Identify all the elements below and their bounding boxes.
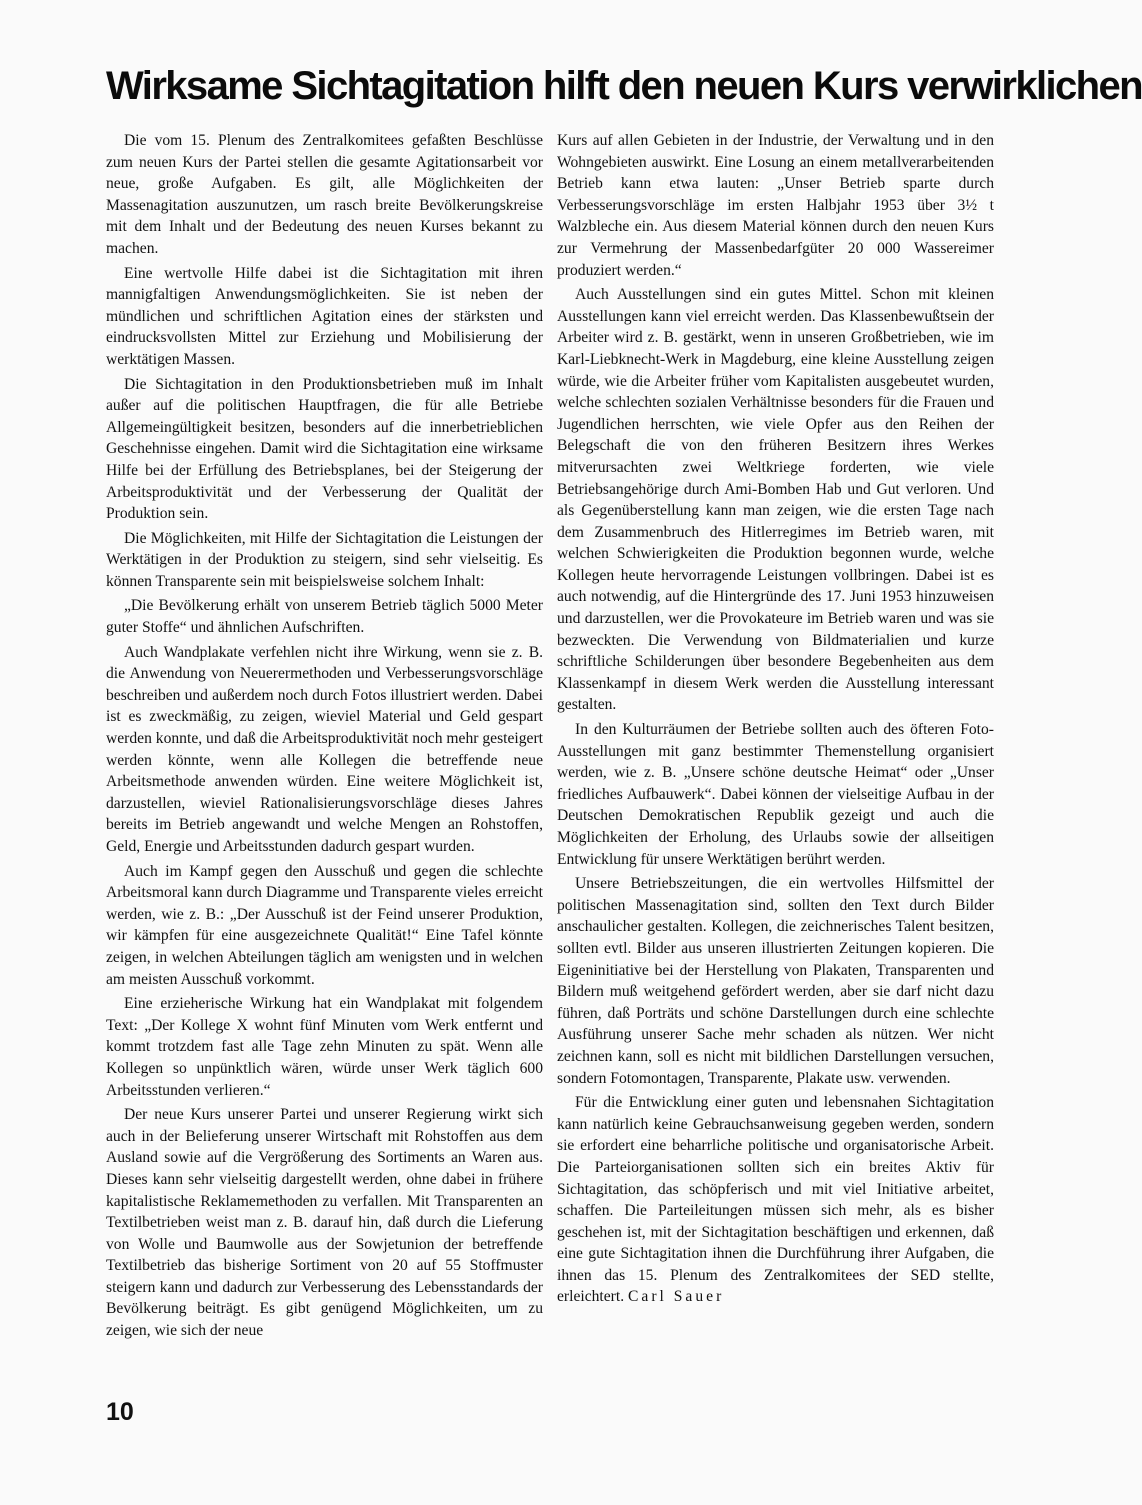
quoted-slogan: „Die Bevölkerung erhält von unserem Betrieb täglich 5000 Meter guter Stoffe“ und ähnlichen Aufschriften. — [106, 597, 543, 637]
paragraph: In den Kulturräumen der Betriebe sollten auch des öfteren Foto-Ausstellungen mit ganz bestimmter Themenstellung organisiert werden, wie z. B. „Unsere schöne deutsche Heimat“ oder „Unser friedliches Aufbauwerk“. Dabei können der vielseitige Aufbau in der Deutschen Demokratischen Republik gezeigt und auch die Möglichkeiten der Erholung, des Urlaubs sowie der allseitigen Entwicklung für unsere Werktätigen berührt werden. — [557, 721, 994, 868]
closing-paragraph — [557, 1092, 994, 1308]
paragraph: Eine erzieherische Wirkung hat ein Wandplakat mit folgendem Text: „Der Kollege X wohnt fünf Minuten vom Werk entfernt und kommt trotzdem fast alle Tage zehn Minuten zu spät. Wenn alle Kollegen so unpünktlich wären, würde unser Werk täglich 600 Arbeitsstunden verlieren.“ — [106, 995, 543, 1099]
left-column — [106, 130, 543, 1365]
page-number: 10 — [106, 1398, 134, 1426]
paragraph: Auch im Kampf gegen den Ausschuß und gegen die schlechte Arbeitsmoral kann durch Diagramme und Transparente vieles erreicht werden, wie z. B.: „Der Ausschuß ist der Feind unserer Produktion, wir kämpfen für eine ausgezeichnete Qualität!“ Eine Tafel könnte zeigen, in welchen Abteilungen täglich am wenigsten und in welchen am meisten Ausschuß vorkommt. — [106, 862, 543, 988]
paragraph: Der neue Kurs unserer Partei und unserer Regierung wirkt sich auch in der Belieferung unserer Wirtschaft mit Rohstoffen aus dem Ausland sowie auf die Vergrößerung des Sortiments an Waren aus. Dieses kann sehr vielseitig dargestellt werden, ohne dabei in frühere kapitalistische Reklamemethoden zu verfallen. Mit Transparenten an Textilbetrieben weist man z. B. darauf hin, daß durch die Lieferung von Wolle und Baumwolle aus der Sowjetunion der betreffende Textilbetrieb das bisherige Sortiment von 20 auf 55 Stoffmuster steigern kann und dadurch zur Verbesserung des Lebensstandards der Bevölkerung beiträgt. Es gibt genügend Möglichkeiten, um zu zeigen, wie sich der neue — [106, 1106, 543, 1340]
paragraph-continued: Kurs auf allen Gebieten in der Industrie, der Verwaltung und in den Wohngebieten auswirkt. Eine Losung an einem metallverarbeitenden Betrieb kann etwa lauten: „Unser Betrieb sparte durch Verbesserungsvorschläge im ersten Halbjahr 1953 über 3½ t Walzbleche ein. Aus diesem Material können durch den neuen Kurs zur Vermehrung der Massenbedarfgüter 20 000 Wassereimer produziert werden.“ — [557, 132, 994, 279]
paragraph: Auch Wandplakate verfehlen nicht ihre Wirkung, wenn sie z. B. die Anwendung von Neuerermethoden und Verbesserungsvorschläge beschreiben und außerdem noch durch Fotos illustriert werden. Dabei ist es zweckmäßig, zu zeigen, wieviel Material und Geld gespart werden konnte, und daß die Arbeitsproduktivität noch mehr gesteigert werden könnte, wenn alle Kollegen die betreffende neue Arbeitsmethode anwenden würden. Eine weitere Möglichkeit ist, darzustellen, wieviel Rationalisierungsvorschläge dieses Jahres bereits im Betrieb angewandt und welche Mengen an Rohstoffen, Geld, Energie und Arbeitsstunden dadurch gespart wurden. — [106, 643, 543, 855]
right-column — [557, 130, 994, 1365]
paragraph: Die Sichtagitation in den Produktionsbetrieben muß im Inhalt außer auf die politischen Hauptfragen, die für alle Betriebe Allgemeingültigkeit besitzen, besonders auf die innerbetrieblichen Geschehnisse eingehen. Damit wird die Sichtagitation eine wirksame Hilfe bei der Erfüllung des Betriebsplanes, bei der Steigerung der Arbeitsproduktivität und der Verbesserung der Qualität der Produktion sein. — [106, 375, 543, 523]
paragraph: Unsere Betriebszeitungen, die ein wertvolles Hilfsmittel der politischen Massenagitation sind, sollten den Text durch Bilder anschaulicher gestalten. Kollegen, die zeichnerisches Talent besitzen, sollten evtl. Bilder aus unseren illustrierten Zeitungen kopieren. Die Eigeninitiative bei der Herstellung von Plakaten, Transparenten und Bildern muß weitgehend gefördert werden, aber sie darf nicht dazu führen, daß Porträts und schöne Darstellungen durch eine schlechte Ausführung unserer Sache mehr schaden als nützen. Wer nicht zeichnen kann, soll es nicht mit bildlichen Darstellungen versuchen, sondern Fotomontagen, Transparente, Plakate usw. verwenden. — [557, 875, 994, 1087]
paragraph: Eine wertvolle Hilfe dabei ist die Sichtagitation mit ihren mannigfaltigen Anwendungsmöglichkeiten. Sie ist neben der mündlichen und schriftlichen Agitation eines der stärksten und eindrucksvollsten Mittel zur Erziehung und Mobilisierung der werktätigen Massen. — [106, 264, 543, 368]
closing-paragraph-text: Für die Entwicklung einer guten und lebensnahen Sichtagitation kann natürlich keine Gebrauchsanweisung gegeben werden, sondern sie erfordert eine beharrliche politische und organisatorische Arbeit. Die Parteiorganisationen sollten sich ein breites Aktiv für Sichtagitation, das schöpferisch und mit viel Initiative arbeitet, schaffen. Die Parteileitungen müssen sich mehr, als es bisher geschehen ist, mit der Sichtagitation beschäftigen und erkennen, daß eine gute Sichtagitation ihnen die Durchführung ihrer Aufgaben, die ihnen das 15. Plenum des Zentralkomitees der SED stellte, erleichtert. — [557, 1094, 994, 1306]
paragraph: Die vom 15. Plenum des Zentralkomitees gefaßten Beschlüsse zum neuen Kurs der Partei stellen die gesamte Agitationsarbeit vor neue, große Aufgaben. Es gilt, alle Möglichkeiten der Massenagitation auszunutzen, um rasch breite Bevölkerungskreise mit dem Inhalt und der Bedeutung des neuen Kurses bekannt zu machen. — [106, 132, 543, 257]
paragraph: Die Möglichkeiten, mit Hilfe der Sichtagitation die Leistungen der Werktätigen in der Produktion zu steigern, sind sehr vielseitig. Es können Transparente sein mit beispielsweise solchem Inhalt: — [106, 529, 543, 590]
paragraph: Auch Ausstellungen sind ein gutes Mittel. Schon mit kleinen Ausstellungen kann viel erreicht werden. Das Klassenbewußtsein der Arbeiter wird z. B. gestärkt, wenn in unseren Großbetrieben, wie im Karl-Liebknecht-Werk in Magdeburg, eine kleine Ausstellung zeigen würde, wie die Arbeiter früher vom Kapitalisten ausgebeutet wurden, welche schlechten sozialen Verhältnisse besonders für die Frauen und Jugendlichen herrschten, wie viele Opfer aus den Reihen der Belegschaft die von den früheren Besitzern ihres Werkes mitverursachten zwei Weltkriege forderten, wie viele Betriebsangehörige durch Ami-Bomben Hab und Gut verloren. Und als Gegenüberstellung kann man zeigen, wie die ersten Tage nach dem Zusammenbruch des Hitlerregimes im Betrieb waren, mit welchen Schwierigkeiten die Produktion begonnen wurde, welche Kollegen heute hervorragende Leistungen vollbringen. Dabei ist es auch notwendig, auf die Hintergründe des 17. Juni 1953 hinzuweisen und darzustellen, wer die Provokateure im Betrieb waren und was sie bezweckten. Die Verwendung von Bildmaterialien und kurze schriftliche Schilderungen über besondere Begebenheiten aus dem Klassenkampf in diesem Werk werden die Ausstellung interessant gestalten. — [557, 286, 994, 714]
author-signature: Carl Sauer — [628, 1288, 725, 1306]
article-headline: Wirksame Sichtagitation hilft den neuen Kurs verwirklichen — [106, 64, 1142, 108]
article-body — [106, 130, 1002, 1365]
